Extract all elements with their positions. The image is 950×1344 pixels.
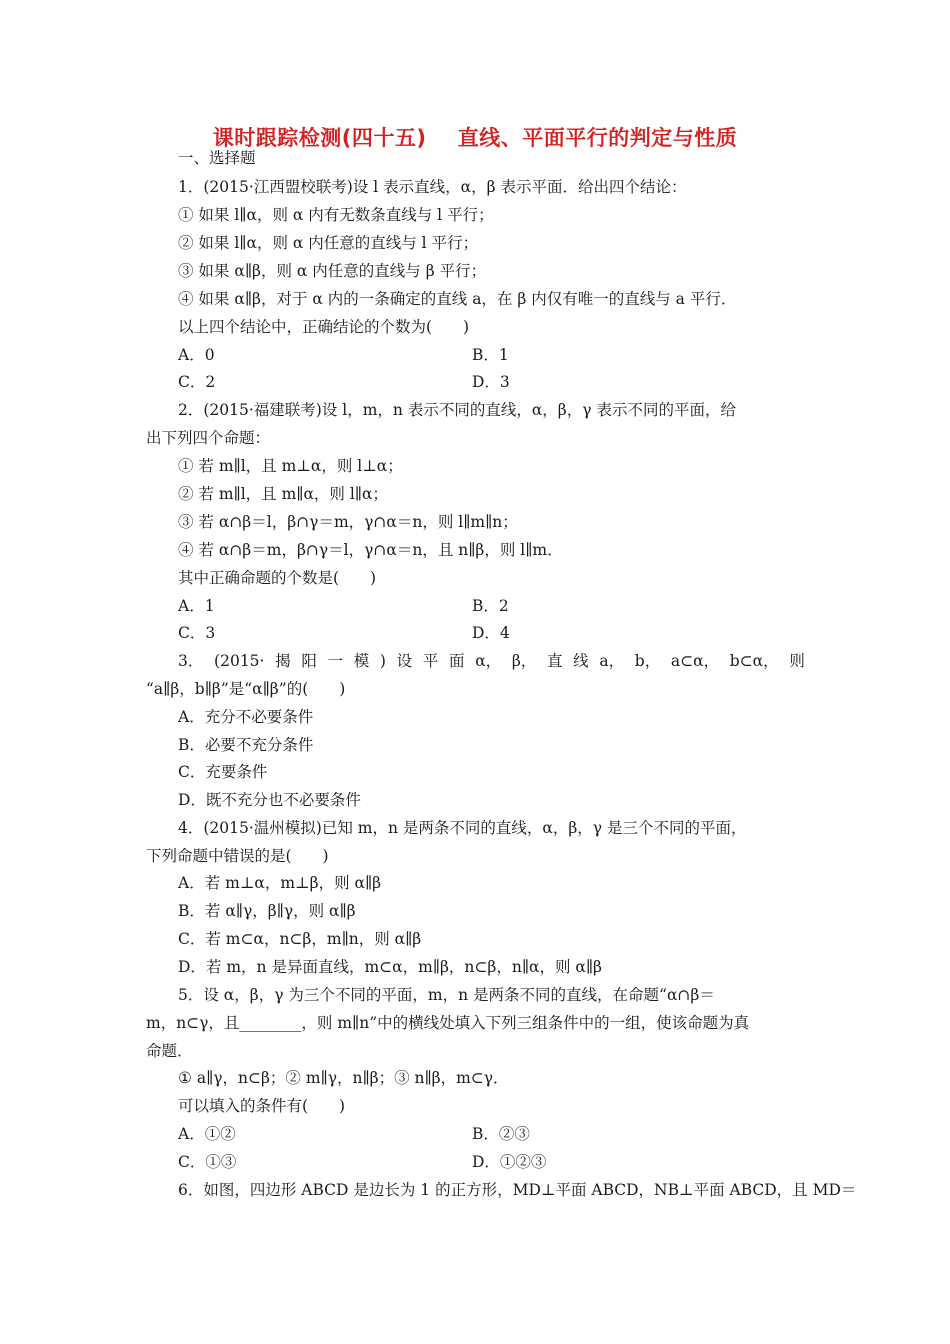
q1-item-2: ② 如果 l∥α，则 α 内任意的直线与 l 平行； [178,234,479,252]
q2-stem-line2: 出下列四个命题： [146,429,271,447]
q2-stem-line1: 2．(2015·福建联考)设 l，m，n 表示不同的直线，α，β，γ 表示不同的平面，给 [178,401,736,419]
q3-stem-part: 一 [327,652,344,670]
q5-stem-line3: 命题． [146,1042,193,1060]
q3-stem-line2: “a∥β，b∥β”是“α∥β”的( ) [146,680,346,698]
q2-option-c: C．3 [178,624,216,642]
q3-stem-line1 [178,651,805,671]
q3-stem-part: 设 [396,652,413,670]
q5-option-a: A．①② [178,1125,236,1143]
q5-ask: 可以填入的条件有( ) [178,1097,346,1115]
q3-stem-part: 面 [449,652,465,670]
q5-stem-line1: 5．设 α，β，γ 为三个不同的平面，m，n 是两条不同的直线，在命题“α∩β＝ [178,986,715,1004]
q3-option-c: C．充要条件 [178,763,268,781]
q4-stem-line1: 4．(2015·温州模拟)已知 m，n 是两条不同的直线，α，β，γ 是三个不同的平面， [178,819,747,837]
q6-stem-line1: 6．如图，四边形 ABCD 是边长为 1 的正方形，MD⊥平面 ABCD，NB⊥平面 ABCD，且 MD＝ [178,1181,857,1199]
q1-option-b: B．1 [472,346,509,364]
q1-option-a: A．0 [178,346,215,364]
q3-stem-part: a⊂α， [670,652,720,670]
q1-option-c: C．2 [178,373,216,391]
q5-conditions: ① a∥γ，n⊂β；② m∥γ，n∥β；③ n∥β，m⊂γ． [178,1069,509,1087]
q4-option-c: C．若 m⊂α，n⊂β，m∥n，则 α∥β [178,930,422,948]
q3-stem-part: b⊂α， [729,652,779,670]
q5-option-b: B．②③ [472,1125,530,1143]
q3-stem-part: β， [511,652,537,670]
q2-ask: 其中正确命题的个数是( ) [178,569,377,587]
q4-option-a: A．若 m⊥α，m⊥β，则 α∥β [178,874,382,892]
q2-item-1: ① 若 m∥l，且 m⊥α，则 l⊥α； [178,457,403,475]
section-heading: 一、选择题 [178,149,256,167]
q2-item-4: ④ 若 α∩β＝m，β∩γ＝l，γ∩α＝n，且 n∥β，则 l∥m． [178,541,563,559]
q1-item-3: ③ 如果 α∥β，则 α 内任意的直线与 β 平行； [178,262,487,280]
q3-option-b: B．必要不充分条件 [178,736,314,754]
q3-stem-part: 模 [353,652,370,670]
q1-item-1: ① 如果 l∥α，则 α 内有无数条直线与 l 平行； [178,206,494,224]
q1-stem: 1．(2015·江西盟校联考)设 l 表示直线，α，β 表示平面．给出四个结论： [178,178,687,196]
q3-stem-part: 平 [422,652,439,670]
q3-stem-part: 揭 [275,652,291,670]
q3-stem-part: 阳 [301,652,317,670]
q3-stem-part: ) [379,652,386,670]
q5-stem-line2: m，n⊂γ，且________，则 m∥n”中的横线处填入下列三组条件中的一组，使该命题为真 [146,1014,750,1032]
page-title: 课时跟踪检测(四十五) 直线、平面平行的判定与性质 [212,126,738,150]
q4-option-d: D．若 m，n 是异面直线，m⊂α，m∥β，n⊂β，n∥α，则 α∥β [178,958,602,976]
q3-stem-part: 线 [573,652,589,670]
q3-stem-part: a， [599,652,625,670]
q5-option-d: D．①②③ [472,1153,547,1171]
q4-option-b: B．若 α∥γ，β∥γ，则 α∥β [178,902,356,920]
q3-stem-part: b， [634,652,661,670]
q2-option-b: B．2 [472,597,509,615]
q3-option-d: D．既不充分也不必要条件 [178,791,361,809]
q3-option-a: A．充分不必要条件 [178,708,314,726]
q3-stem-part: 3． [178,652,204,670]
q3-stem-part: (2015· [214,652,265,670]
q2-option-a: A．1 [178,597,215,615]
q2-option-d: D．4 [472,624,510,642]
q1-item-4: ④ 如果 α∥β，对于 α 内的一条确定的直线 a，在 β 内仅有唯一的直线与 a 平行． [178,290,737,308]
q2-item-2: ② 若 m∥l，且 m∥α，则 l∥α； [178,485,388,503]
q3-stem-part: 直 [546,652,563,670]
q4-stem-line2: 下列命题中错误的是( ) [146,847,329,865]
q1-option-d: D．3 [472,373,510,391]
q2-item-3: ③ 若 α∩β＝l，β∩γ＝m，γ∩α＝n，则 l∥m∥n； [178,513,518,531]
q1-ask: 以上四个结论中，正确结论的个数为( ) [178,318,470,336]
q3-stem-part: 则 [789,652,805,670]
q3-stem-part: α， [475,652,502,670]
q5-option-c: C．①③ [178,1153,237,1171]
